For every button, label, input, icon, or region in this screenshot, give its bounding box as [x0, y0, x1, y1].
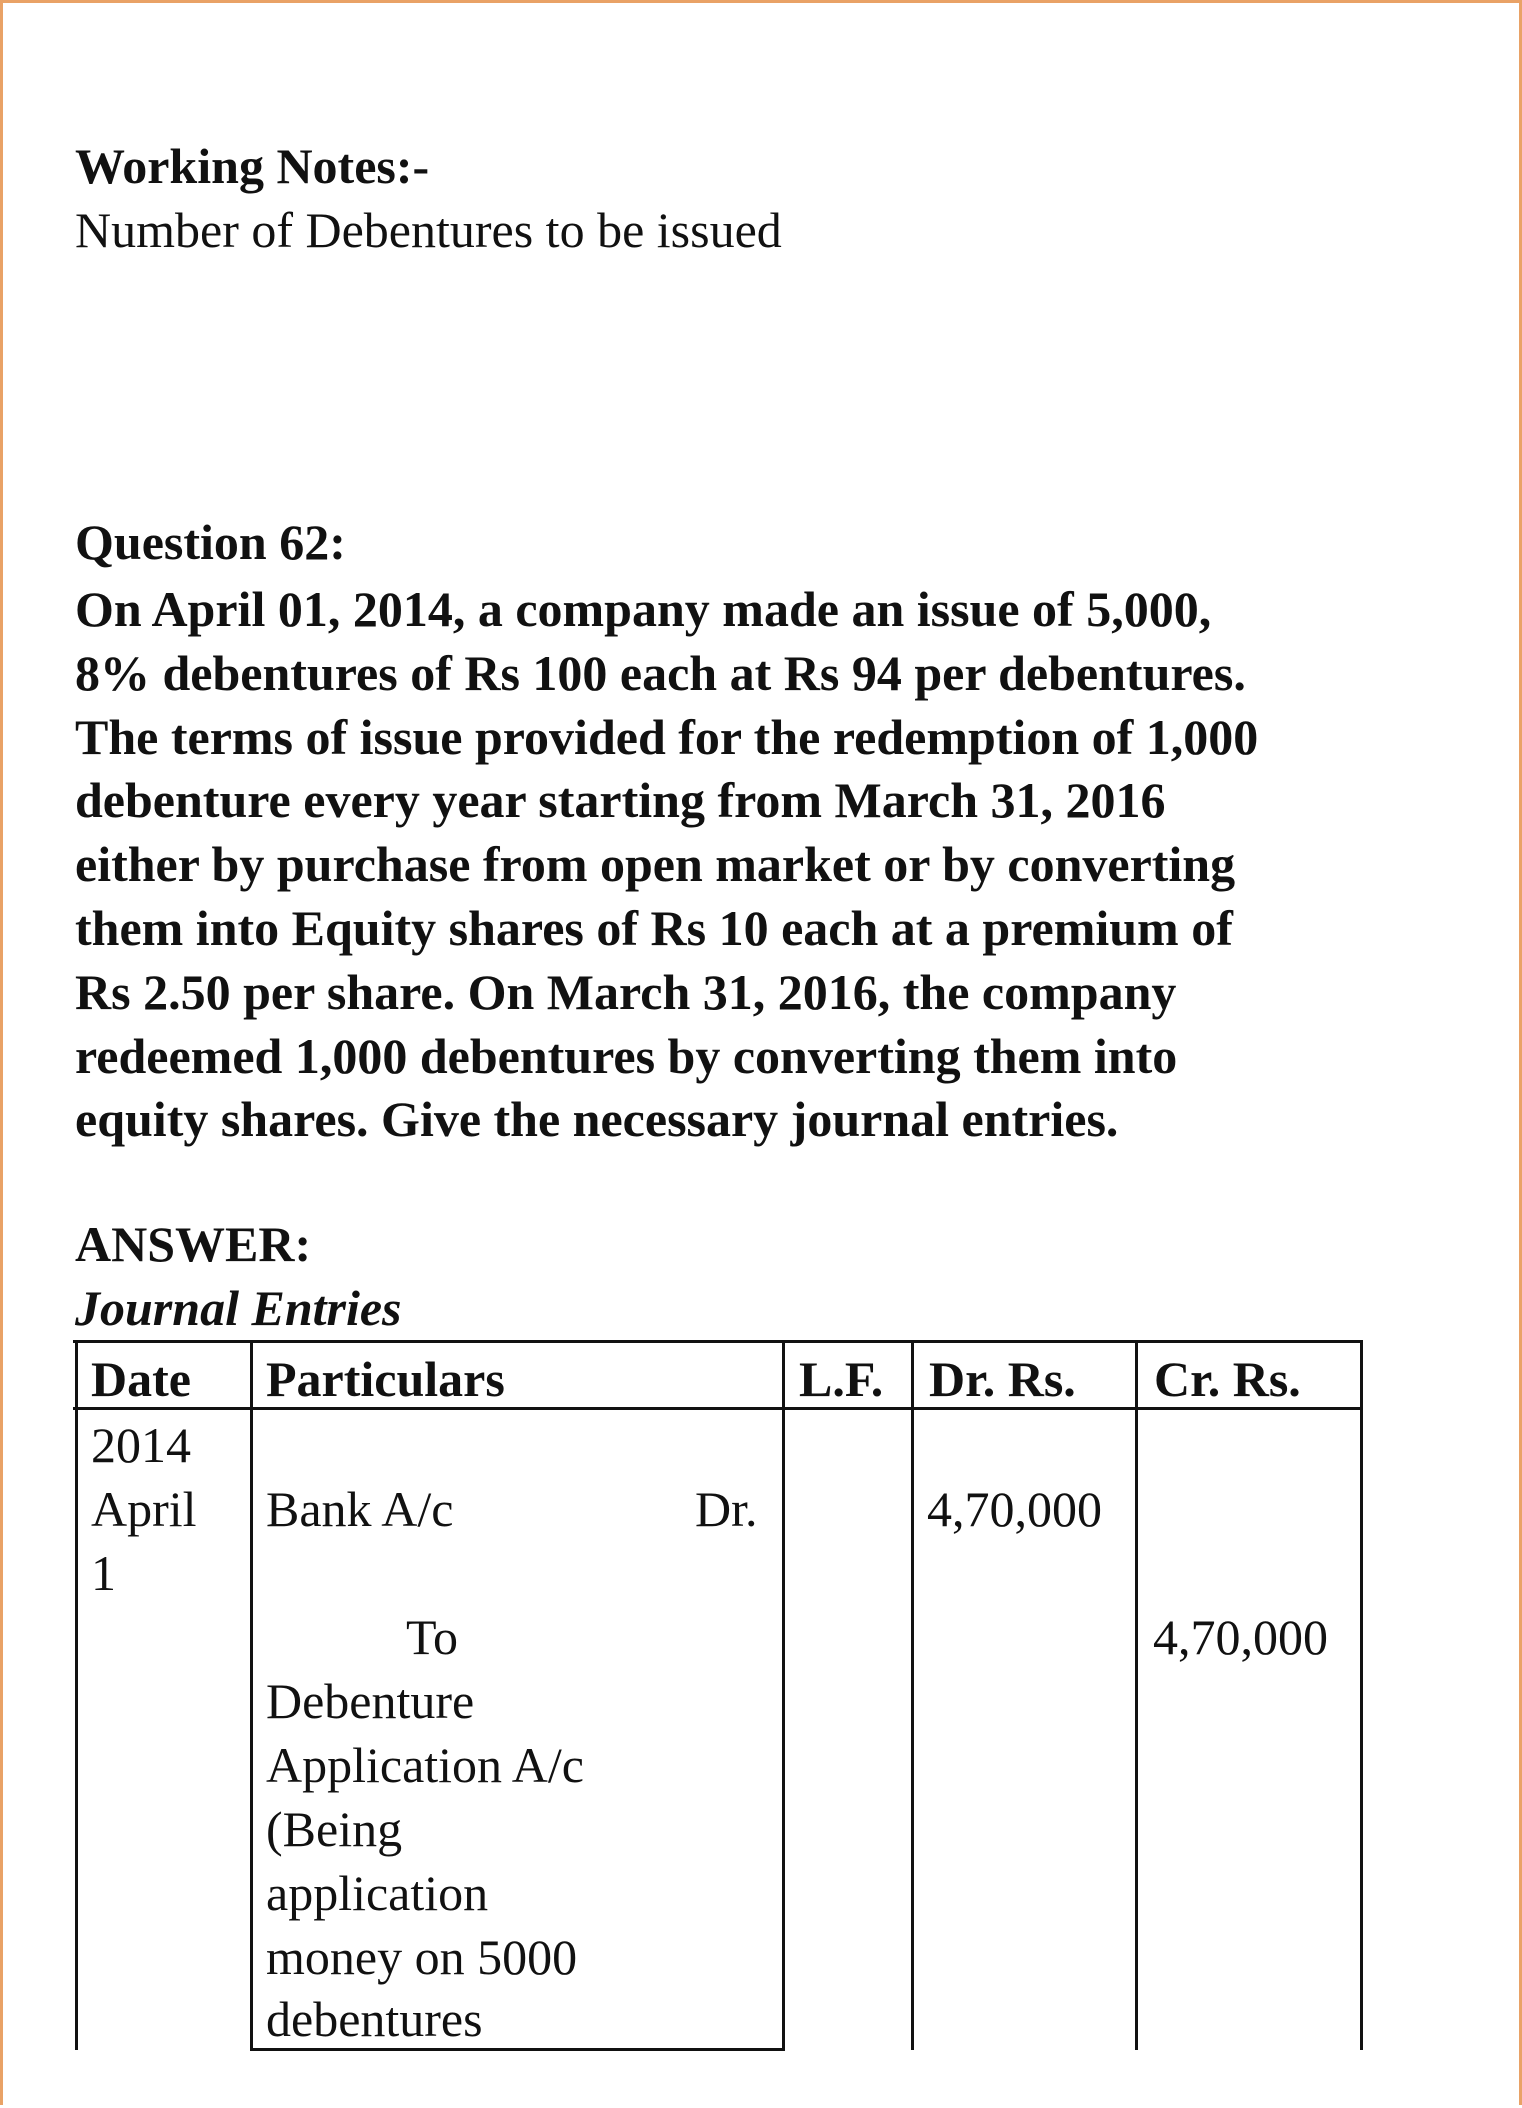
question-line: On April 01, 2014, a company made an issue of 5,000, [75, 581, 1212, 637]
narration-line: application [266, 1865, 489, 1921]
header-particulars: Particulars [266, 1351, 505, 1407]
table-left-rule [75, 1340, 78, 2050]
narration-line: (Being [266, 1801, 403, 1857]
credit-to: To [406, 1609, 459, 1665]
question-line: equity shares. Give the necessary journal entries. [75, 1091, 1119, 1148]
working-notes-title: Working Notes:- [75, 138, 430, 194]
date-col-rule [250, 1340, 253, 2051]
header-dr: Dr. Rs. [929, 1351, 1076, 1407]
header-cr: Cr. Rs. [1154, 1351, 1301, 1407]
table-top-rule [73, 1340, 1363, 1343]
question-line: redeemed 1,000 debentures by converting them into [75, 1027, 1178, 1084]
entry-date-year: 2014 [91, 1417, 191, 1473]
debit-amount: 4,70,000 [927, 1481, 1102, 1537]
header-date: Date [91, 1351, 191, 1407]
answer-title: ANSWER: [75, 1216, 312, 1272]
narration-line: money on 5000 [266, 1929, 578, 1985]
question-title: Question 62: [75, 514, 346, 570]
particulars-bottom-rule [251, 2048, 785, 2051]
credit-account-line: Application A/c [266, 1737, 584, 1793]
question-line: The terms of issue provided for the redemption of 1,000 [75, 708, 1259, 765]
entry-date-day: 1 [91, 1545, 116, 1601]
question-line: debenture every year starting from March 31, 2016 [75, 772, 1166, 829]
entry-date-month: April [91, 1481, 197, 1537]
dr-col-rule [1135, 1340, 1138, 2050]
debit-account: Bank A/c [266, 1481, 454, 1537]
header-lf: L.F. [799, 1351, 884, 1407]
dr-marker: Dr. [695, 1481, 758, 1537]
question-line: them into Equity shares of Rs 10 each at a premium of [75, 899, 1233, 956]
journal-entries-subtitle: Journal Entries [75, 1280, 402, 1336]
working-notes-line: Number of Debentures to be issued [75, 202, 782, 258]
question-line: Rs 2.50 per share. On March 31, 2016, the company [75, 963, 1177, 1020]
lf-col-rule [911, 1340, 914, 2050]
question-body [75, 578, 1495, 1152]
credit-account-line: Debenture [266, 1673, 475, 1729]
table-header-rule [73, 1407, 1363, 1410]
question-line: 8% debentures of Rs 100 each at Rs 94 per debentures. [75, 644, 1246, 701]
narration-line: debentures [266, 1991, 483, 2047]
particulars-col-rule [782, 1340, 785, 2051]
credit-amount: 4,70,000 [1153, 1609, 1328, 1665]
question-line: either by purchase from open market or by converting [75, 836, 1236, 893]
table-right-rule [1360, 1340, 1363, 2050]
